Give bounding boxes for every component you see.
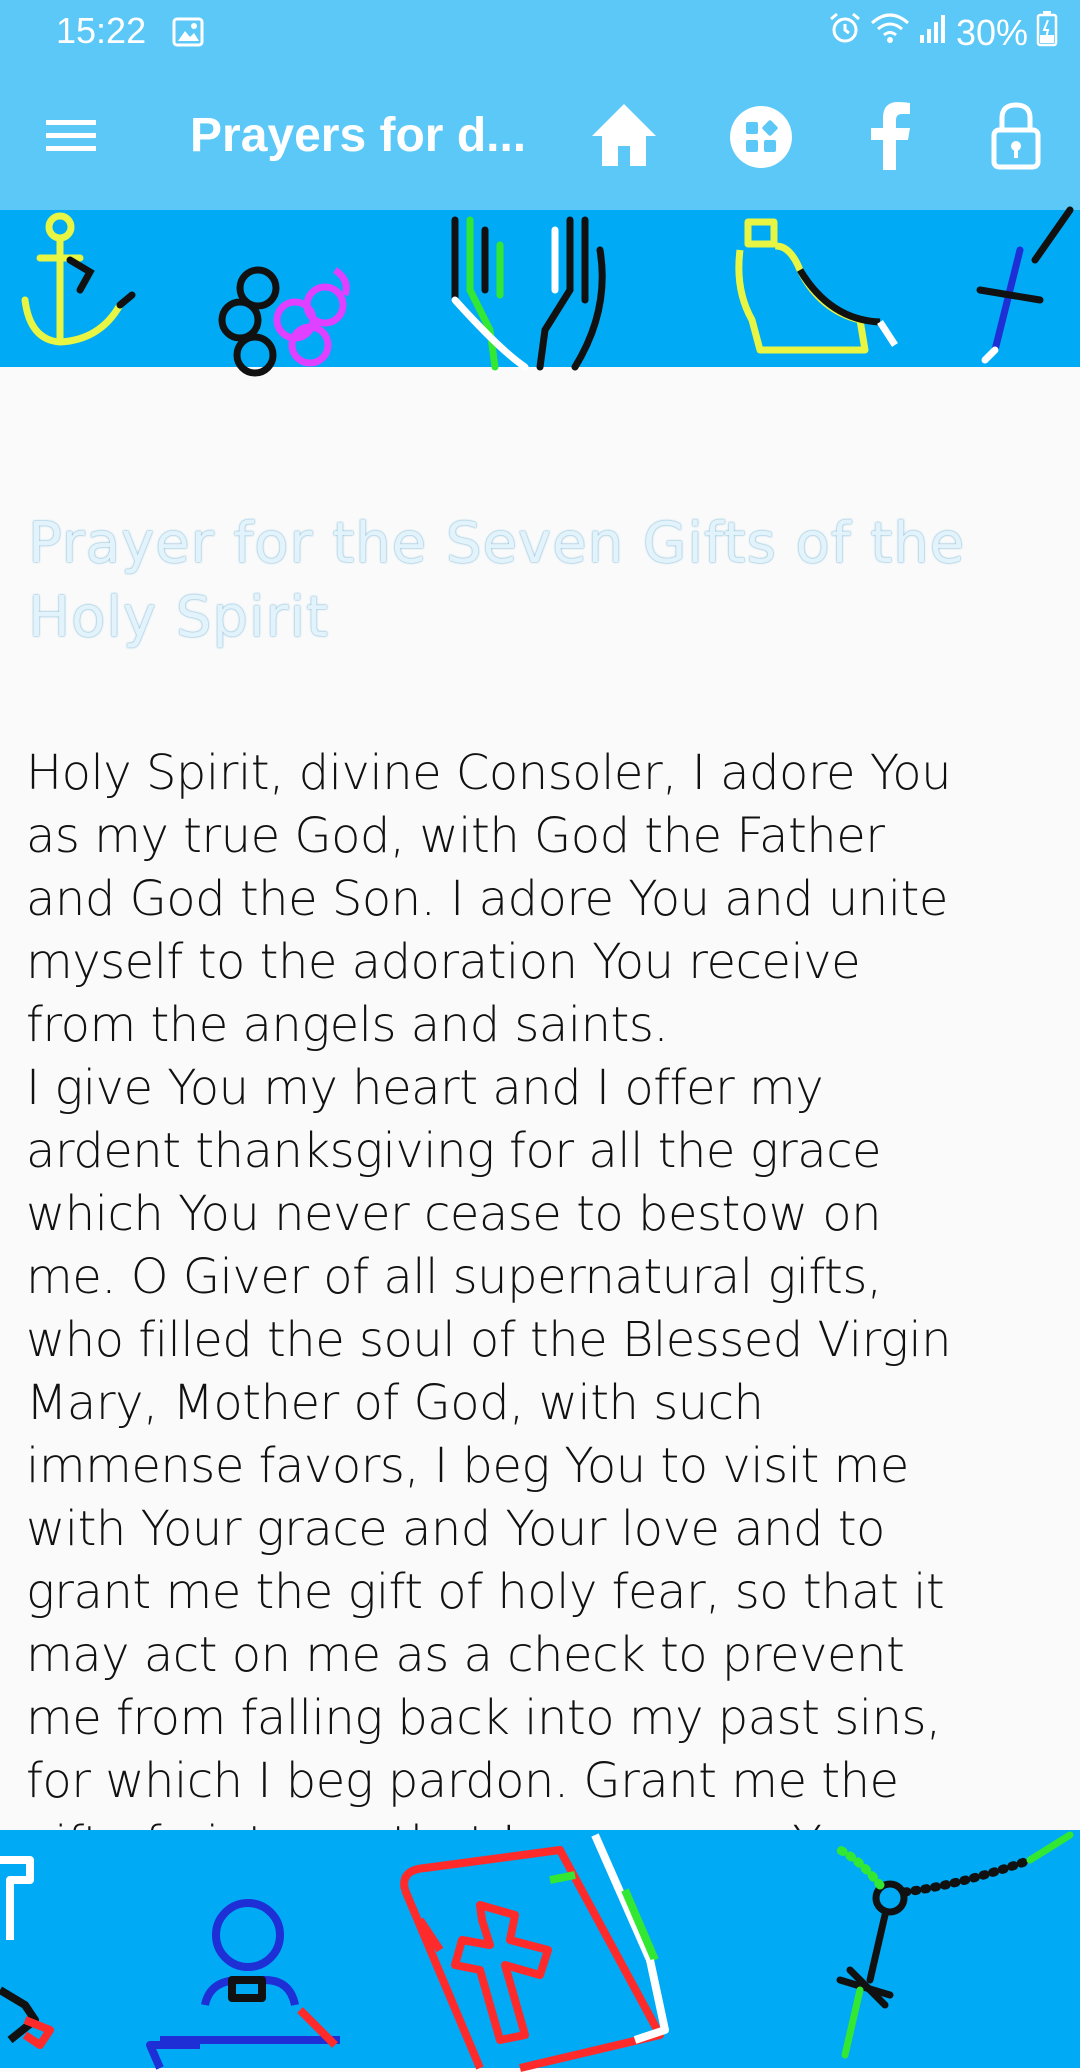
- cross-icon: [0, 1860, 50, 2045]
- anchor-icon: [25, 216, 132, 342]
- battery-icon: [1036, 10, 1058, 55]
- bell-icon: [739, 222, 895, 350]
- priest-at-pulpit-icon: [150, 1903, 340, 2068]
- prayer-content[interactable]: [0, 367, 1080, 1830]
- wifi-icon: [870, 11, 910, 54]
- decorative-banner-bottom: [0, 1830, 1080, 2068]
- app-toolbar: [0, 64, 1080, 210]
- prayer-title: Prayer for the Seven Gifts of the Holy Spirit: [28, 511, 966, 650]
- prayer-body: Holy Spirit, divine Consoler, I adore You as my true God, with God the Father and God the Son. I adore You and unite myself to the adoration You receive from the angels and saints. I give You my heart and I offer my ardent thanksgiving for all the grace which You never cease to bestow on me. O Giver of all supernatural gifts, who filled the soul of the Blessed Virgin Mary, Mother of God, with such immense favors, I beg You to visit me with Your grace and Your love and to grant me the gift of holy fear, so that it may act on me as a check to prevent me from falling back into my past sins, for which I beg pardon. Grant me the: [26, 745, 952, 1809]
- facebook-icon[interactable]: [866, 102, 914, 174]
- rosary-icon: [840, 1835, 1070, 2055]
- decorative-banner-top: [0, 210, 1080, 367]
- bible-icon: [404, 1835, 665, 2068]
- lock-icon[interactable]: [990, 102, 1042, 174]
- menu-icon[interactable]: [40, 108, 106, 168]
- cross-icon: [980, 210, 1070, 360]
- apps-icon[interactable]: [728, 104, 794, 174]
- battery-level: 30%: [955, 11, 1028, 53]
- grapes-icon: [222, 270, 346, 373]
- image-icon: [172, 14, 204, 56]
- toolbar-title: Prayers for d...: [190, 109, 527, 162]
- alarm-icon: [828, 11, 862, 54]
- status-bar: [0, 0, 1080, 64]
- home-icon[interactable]: [588, 100, 660, 174]
- status-right-group: [828, 10, 1058, 55]
- praying-hands-icon: [455, 220, 602, 367]
- signal-icon: [918, 11, 948, 54]
- status-time: 15:22: [56, 10, 147, 51]
